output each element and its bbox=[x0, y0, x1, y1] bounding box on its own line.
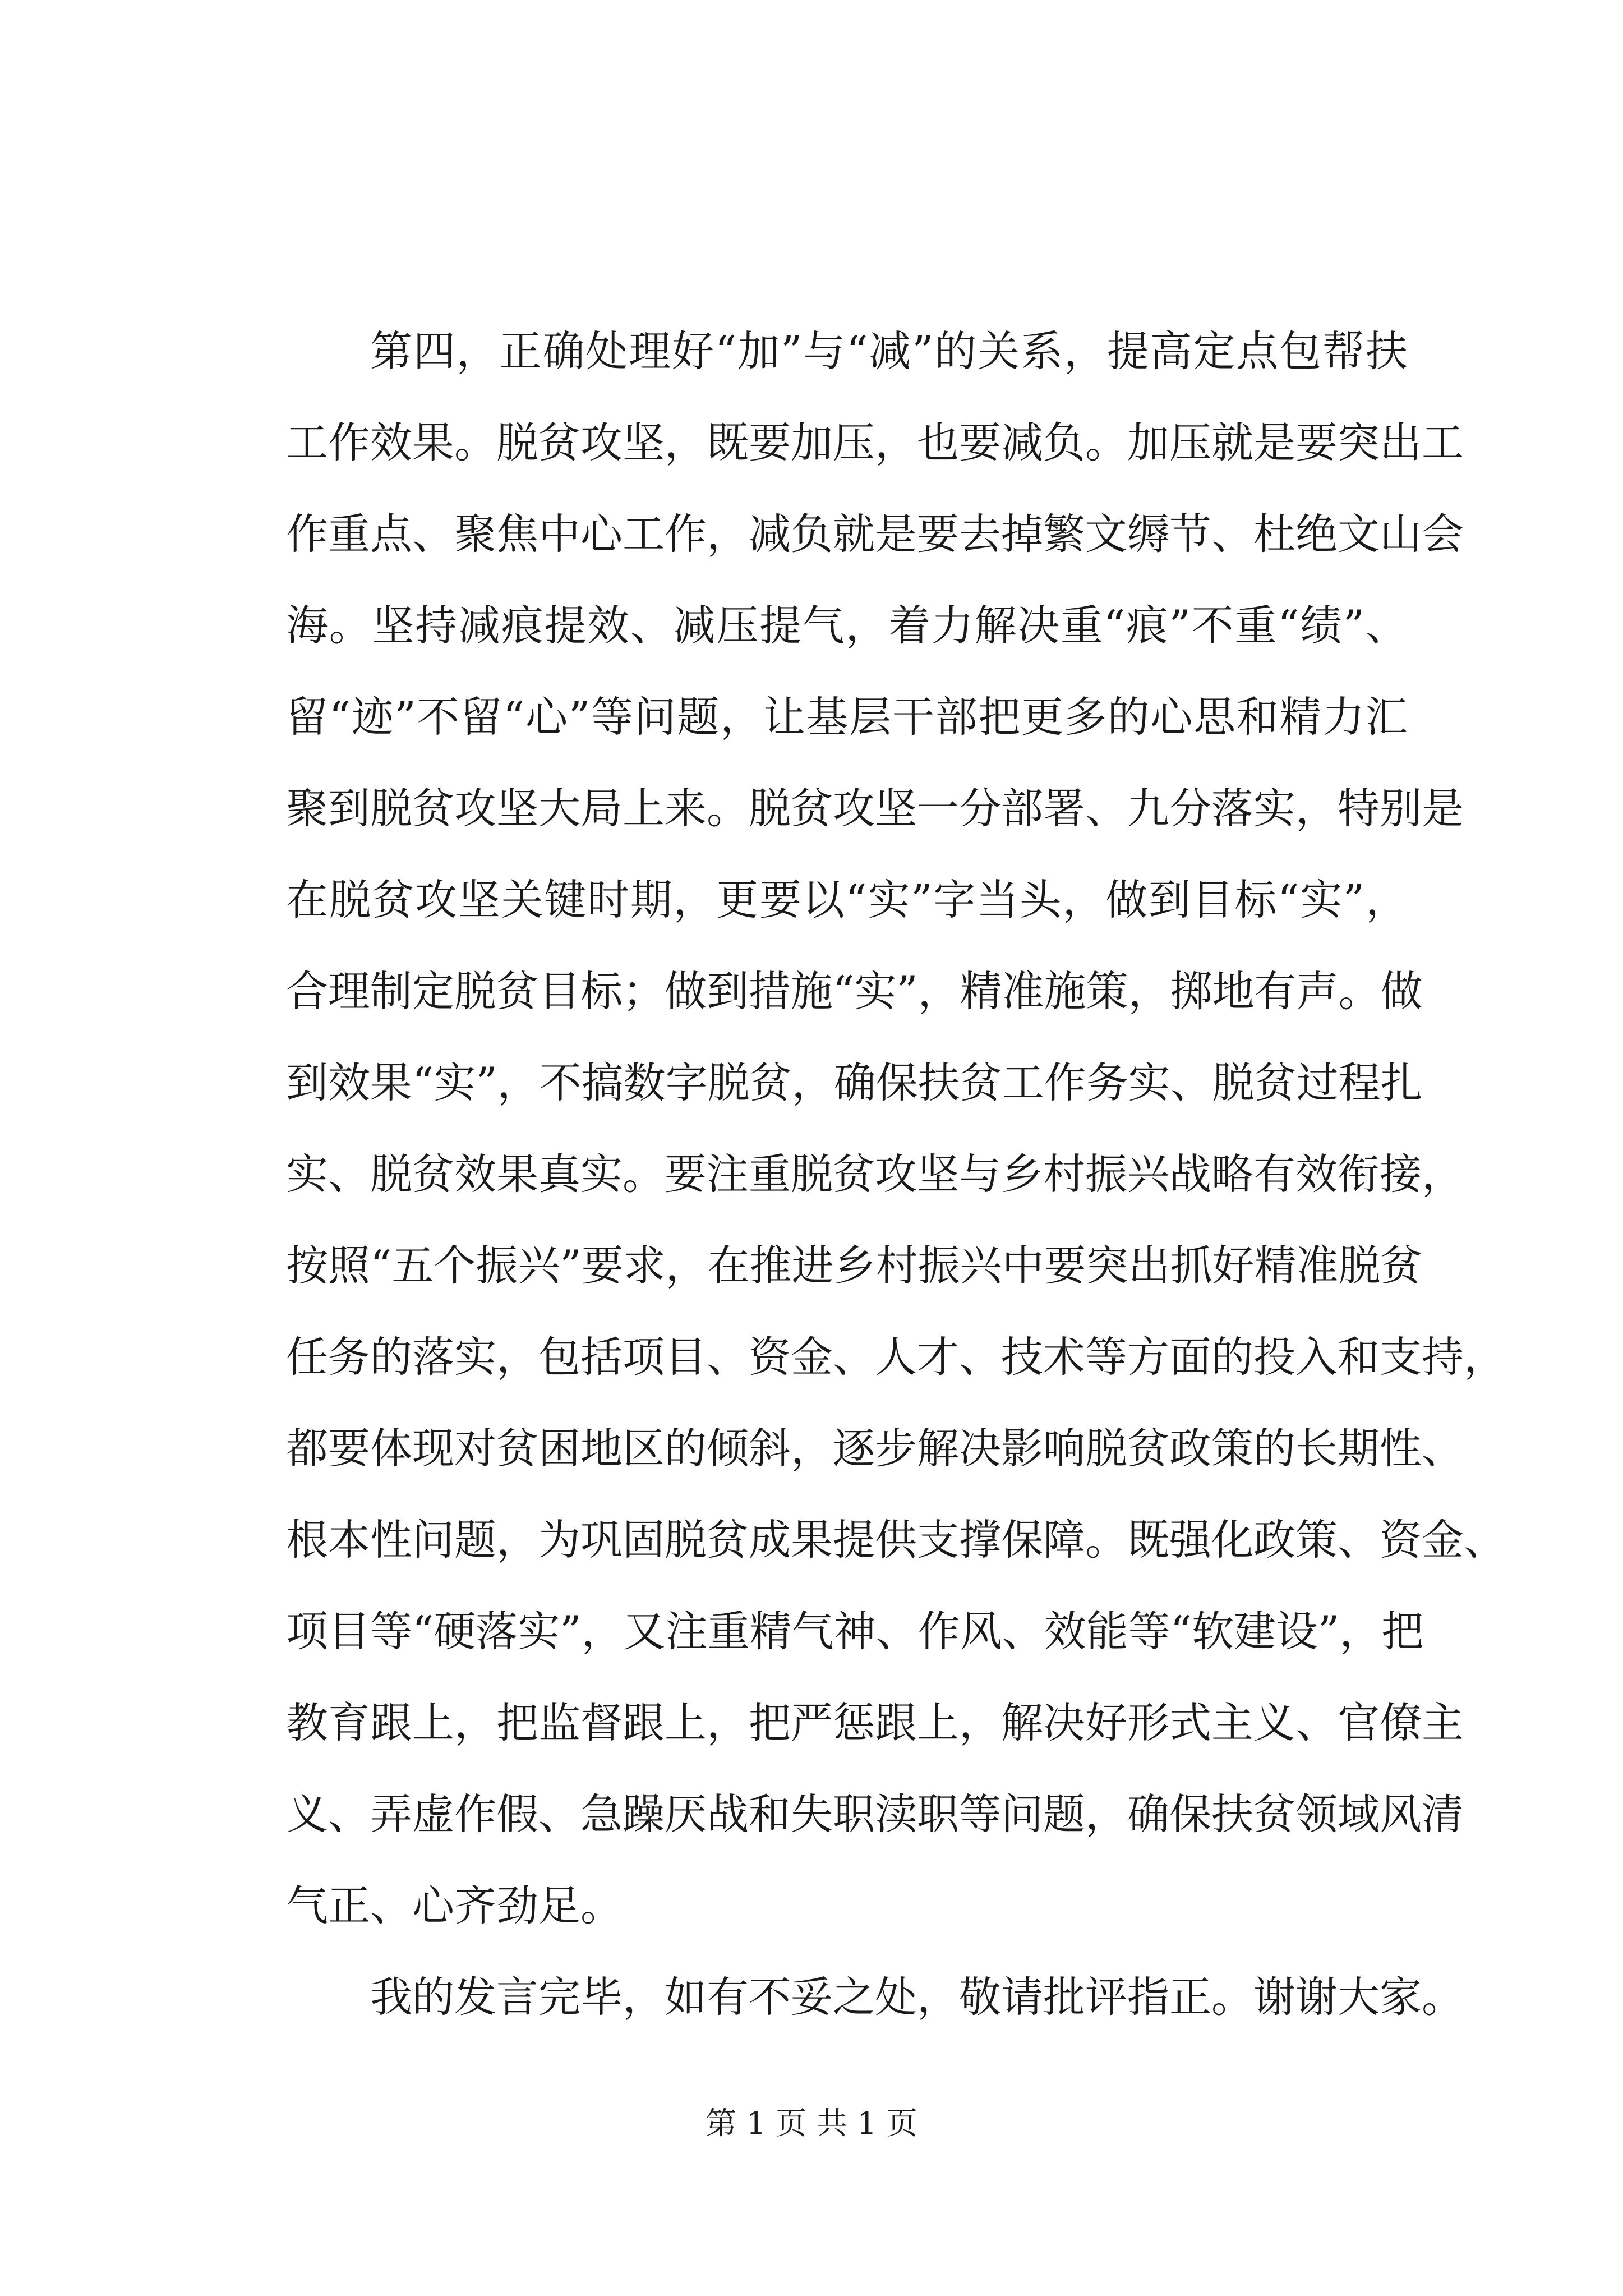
paragraph-1-line: 根本性问题，为巩固脱贫成果提供支撑保障。既强化政策、资金、 bbox=[286, 1515, 1506, 1565]
paragraph-1-line: 聚到脱贫攻坚大局上来。脱贫攻坚一分部署、九分落实，特别是 bbox=[286, 784, 1464, 833]
paragraph-1-line: 留“迹”不留“心”等问题，让基层干部把更多的心思和精力汇 bbox=[286, 692, 1408, 742]
paragraph-1-line: 作重点、聚焦中心工作，减负就是要去掉繁文缛节、杜绝文山会 bbox=[286, 509, 1464, 559]
paragraph-1-line: 合理制定脱贫目标；做到措施“实”，精准施策，掷地有声。做 bbox=[286, 967, 1423, 1016]
paragraph-1-line: 项目等“硬落实”，又注重精气神、作风、效能等“软建设”，把 bbox=[286, 1607, 1424, 1656]
document-body bbox=[286, 306, 1506, 2043]
closing-paragraph: 我的发言完毕，如有不妥之处，敬请批评指正。谢谢大家。 bbox=[370, 1972, 1464, 2022]
paragraph-1-line: 教育跟上，把监督跟上，把严惩跟上，解决好形式主义、官僚主 bbox=[286, 1698, 1464, 1747]
paragraph-1-line: 都要体现对贫困地区的倾斜，逐步解决影响脱贫政策的长期性、 bbox=[286, 1424, 1464, 1473]
paragraph-1-line: 实、脱贫效果真实。要注重脱贫攻坚与乡村振兴战略有效衔接， bbox=[286, 1149, 1464, 1199]
paragraph-2 bbox=[286, 1952, 1464, 2043]
paragraph-1-line: 任务的落实，包括项目、资金、人才、技术等方面的投入和支持， bbox=[286, 1332, 1506, 1382]
paragraph-1 bbox=[286, 306, 1506, 1952]
paragraph-1-line: 第四，正确处理好“加”与“减”的关系，提高定点包帮扶 bbox=[370, 326, 1408, 376]
paragraph-1-line: 海。坚持减痕提效、减压提气，着力解决重“痕”不重“绩”、 bbox=[286, 601, 1408, 650]
paragraph-1-line: 气正、心齐劲足。 bbox=[286, 1881, 623, 1930]
paragraph-1-line: 到效果“实”，不搞数字脱贫，确保扶贫工作务实、脱贫过程扎 bbox=[286, 1058, 1423, 1107]
paragraph-1-line: 在脱贫攻坚关键时期，更要以“实”字当头，做到目标“实”， bbox=[286, 875, 1408, 924]
paragraph-1-line: 按照“五个振兴”要求，在推进乡村振兴中要突出抓好精准脱贫 bbox=[286, 1241, 1423, 1290]
paragraph-1-line: 义、弄虚作假、急躁厌战和失职渎职等问题，确保扶贫领域风清 bbox=[286, 1789, 1464, 1839]
page-footer: 第 1 页 共 1 页 bbox=[706, 2105, 917, 2141]
paragraph-1-line: 工作效果。脱贫攻坚，既要加压，也要减负。加压就是要突出工 bbox=[286, 418, 1464, 467]
